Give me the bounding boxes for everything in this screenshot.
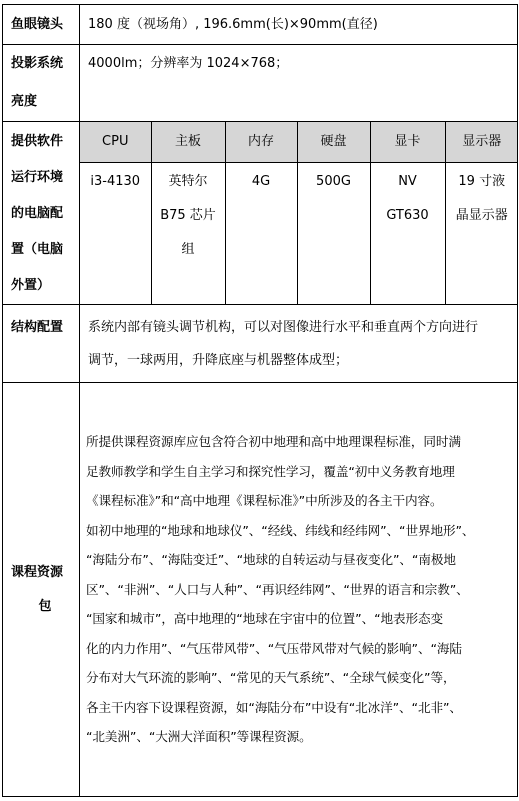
header-board: 主板 bbox=[151, 122, 225, 162]
projection-label bbox=[3, 45, 80, 122]
board-line: B75 芯片 bbox=[160, 207, 216, 223]
course-row bbox=[3, 383, 518, 797]
board-line: 英特尔 bbox=[168, 173, 208, 189]
course-line: 足教师教学和学生自主学习和探究性学习，覆盖“初中义务教育地理 bbox=[86, 463, 455, 479]
gpu-line: NV bbox=[398, 173, 417, 189]
disk-value: 500G bbox=[297, 162, 370, 304]
computer-label-line: 置（电脑 bbox=[11, 242, 64, 257]
projection-value: 4000lm；分辨率为 1024×768； bbox=[80, 45, 518, 122]
projection-row bbox=[3, 45, 518, 122]
course-line: “海陆分布”、“海陆变迁”、“地球的自转运动与昼夜变化”、“南极地 bbox=[86, 552, 456, 568]
computer-label-line: 的电脑配 bbox=[11, 206, 64, 221]
computer-label-line: 提供软件 bbox=[11, 134, 64, 149]
structure-value bbox=[80, 305, 518, 383]
gpu-line: GT630 bbox=[386, 207, 429, 223]
projection-label-line: 投影系统 bbox=[11, 56, 64, 71]
computer-label-line: 外置） bbox=[11, 278, 51, 293]
header-gpu: 显卡 bbox=[370, 122, 445, 162]
header-cpu: CPU bbox=[80, 122, 151, 162]
header-disk: 硬盘 bbox=[297, 122, 370, 162]
header-display: 显示器 bbox=[445, 122, 518, 162]
computer-label bbox=[3, 122, 80, 305]
computer-config-table bbox=[80, 122, 518, 304]
board-line: 组 bbox=[181, 241, 195, 257]
course-label-line: 课程资源 bbox=[11, 564, 64, 580]
config-header-row bbox=[80, 122, 518, 162]
course-line: 《课程标准》”和“高中地理《课程标准》”中所涉及的各主干内容。 bbox=[86, 493, 443, 509]
computer-label-line: 运行环境 bbox=[11, 170, 64, 185]
course-line: 所提供课程资源库应包含符合初中地理和高中地理课程标准，同时满 bbox=[86, 434, 461, 450]
fisheye-row bbox=[3, 5, 518, 45]
projection-label-line: 亮度 bbox=[11, 94, 38, 109]
board-value bbox=[151, 162, 225, 304]
fisheye-label: 鱼眼镜头 bbox=[3, 5, 80, 45]
course-line: 区”、“非洲”、“人口与人种”、“再识经纬网”、“世界的语言和宗教”、 bbox=[86, 581, 469, 597]
structure-line: 调节，一球两用，升降底座与机器整体成型； bbox=[88, 352, 349, 368]
course-line: “国家和城市”，高中地理的“地球在宇宙中的位置”、“地表形态变 bbox=[86, 611, 443, 627]
course-line: 各主干内容下设课程资源，如“海陆分布”中设有“北冰洋”、“北非”、 bbox=[86, 699, 462, 715]
config-value-row bbox=[80, 162, 518, 304]
gpu-value bbox=[370, 162, 445, 304]
course-label-line: 包 bbox=[38, 598, 52, 614]
structure-row bbox=[3, 305, 518, 383]
computer-row bbox=[3, 122, 518, 305]
computer-config-cell bbox=[80, 122, 518, 305]
cpu-value: i3-4130 bbox=[90, 173, 141, 189]
course-line: 如初中地理的“地球和地球仪”、“经线、纬线和经纬网”、“世界地形”、 bbox=[86, 522, 475, 538]
display-line: 19 寸液 bbox=[458, 173, 506, 189]
structure-label: 结构配置 bbox=[3, 305, 80, 383]
fisheye-value: 180 度（视场角）, 196.6mm(长)×90mm(直径) bbox=[80, 5, 518, 45]
memory-value: 4G bbox=[225, 162, 297, 304]
spec-table bbox=[2, 4, 518, 797]
course-value bbox=[80, 383, 518, 797]
course-line: “北美洲”、“大洲大洋面积”等课程资源。 bbox=[86, 729, 312, 745]
course-line: 化的内力作用”、“气压带风带”、“气压带风带对气候的影响”、“海陆 bbox=[86, 640, 462, 656]
header-memory: 内存 bbox=[225, 122, 297, 162]
display-value bbox=[445, 162, 518, 304]
course-line: 分布对大气环流的影响”、“常见的天气系统”、“全球气候变化”等， bbox=[86, 670, 456, 686]
structure-line: 系统内部有镜头调节机构，可以对图像进行水平和垂直两个方向进行 bbox=[88, 319, 479, 335]
course-label bbox=[3, 383, 80, 797]
display-line: 晶显示器 bbox=[455, 207, 508, 223]
